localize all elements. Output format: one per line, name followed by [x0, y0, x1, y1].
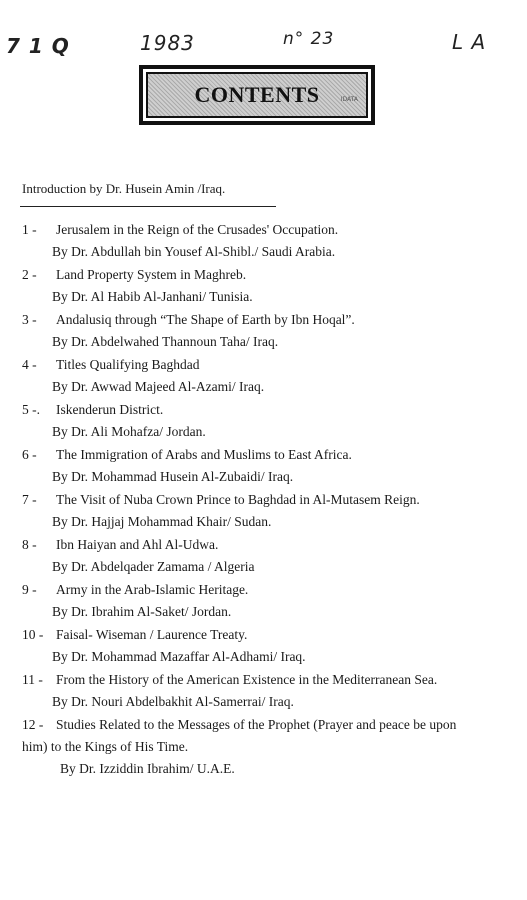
item-title: Army in the Arab-Islamic Heritage.	[56, 582, 249, 597]
item-title: Ibn Haiyan and Ahl Al-Udwa.	[56, 537, 219, 552]
item-author: By Dr. Awwad Majeed Al-Azami/ Iraq.	[52, 379, 265, 394]
divider	[20, 206, 276, 207]
item-title: Jerusalem in the Reign of the Crusades' Occupation.	[56, 222, 339, 237]
list-item	[0, 312, 527, 357]
item-number: 8 -	[22, 537, 37, 552]
item-title: The Visit of Nuba Crown Prince to Baghdad in Al-Mutasem Reign.	[56, 492, 420, 507]
item-title: Titles Qualifying Baghdad	[56, 357, 200, 372]
item-title: Faisal- Wiseman / Laurence Treaty.	[56, 627, 248, 642]
item-author: By Dr. Ali Mohafza/ Jordan.	[52, 424, 206, 439]
item-number: 2 -	[22, 267, 37, 282]
item-title: Iskenderun District.	[56, 402, 164, 417]
handwritten-number: n° 23	[283, 29, 335, 49]
contents-list	[0, 222, 527, 787]
item-title: Andalusiq through “The Shape of Earth by Ibn Hoqal”.	[56, 312, 355, 327]
item-title: Land Property System in Maghreb.	[56, 267, 247, 282]
item-title: Studies Related to the Messages of the Prophet (Prayer and peace be upon	[56, 717, 457, 732]
list-item	[0, 402, 527, 447]
list-item	[0, 582, 527, 627]
item-number: 10 -	[22, 627, 44, 642]
handwritten-year: 1983	[140, 31, 195, 55]
list-item	[0, 672, 527, 717]
item-number: 1 -	[22, 222, 37, 237]
item-number: 11 -	[22, 672, 43, 687]
introduction-line: Introduction by Dr. Husein Amin /Iraq.	[22, 181, 226, 196]
item-number: 5 -.	[22, 402, 40, 417]
item-author: By Dr. Al Habib Al-Janhani/ Tunisia.	[52, 289, 253, 304]
list-item	[0, 267, 527, 312]
item-title-continued: him) to the Kings of His Time.	[22, 739, 189, 754]
list-item	[0, 492, 527, 537]
item-number: 9 -	[22, 582, 37, 597]
list-item	[0, 357, 527, 402]
page-title: CONTENTS	[194, 82, 320, 107]
handwritten-mark-right: L A	[452, 30, 487, 54]
item-author: By Dr. Ibrahim Al-Saket/ Jordan.	[52, 604, 232, 619]
item-author: By Dr. Nouri Abdelbakhit Al-Samerrai/ Iraq.	[52, 694, 294, 709]
item-title: The Immigration of Arabs and Muslims to East Africa.	[56, 447, 352, 462]
item-number: 6 -	[22, 447, 37, 462]
item-author: By Dr. Abdullah bin Yousef Al-Shibl./ Saudi Arabia.	[52, 244, 336, 259]
item-number: 4 -	[22, 357, 37, 372]
list-item	[0, 537, 527, 582]
item-number: 3 -	[22, 312, 37, 327]
contents-title-panel	[146, 72, 368, 118]
item-author: By Dr. Mohammad Husein Al-Zubaidi/ Iraq.	[52, 469, 294, 484]
item-author: By Dr. Abdelwahed Thannoun Taha/ Iraq.	[52, 334, 279, 349]
item-author: By Dr. Mohammad Mazaffar Al-Adhami/ Iraq.	[52, 649, 306, 664]
handwritten-mark-left: 7 1 Q	[6, 34, 70, 58]
item-author: By Dr. Hajjaj Mohammad Khair/ Sudan.	[52, 514, 272, 529]
item-author: By Dr. Abdelqader Zamama / Algeria	[52, 559, 255, 574]
item-author: By Dr. Izziddin Ibrahim/ U.A.E.	[60, 761, 235, 776]
item-number: 7 -	[22, 492, 37, 507]
item-number: 12 -	[22, 717, 44, 732]
list-item	[0, 222, 527, 267]
item-title: From the History of the American Existence in the Mediterranean Sea.	[56, 672, 438, 687]
list-item	[0, 717, 527, 787]
contents-title-box	[139, 65, 375, 125]
list-item	[0, 447, 527, 492]
library-stamp: IDATA	[340, 96, 358, 103]
list-item	[0, 627, 527, 672]
